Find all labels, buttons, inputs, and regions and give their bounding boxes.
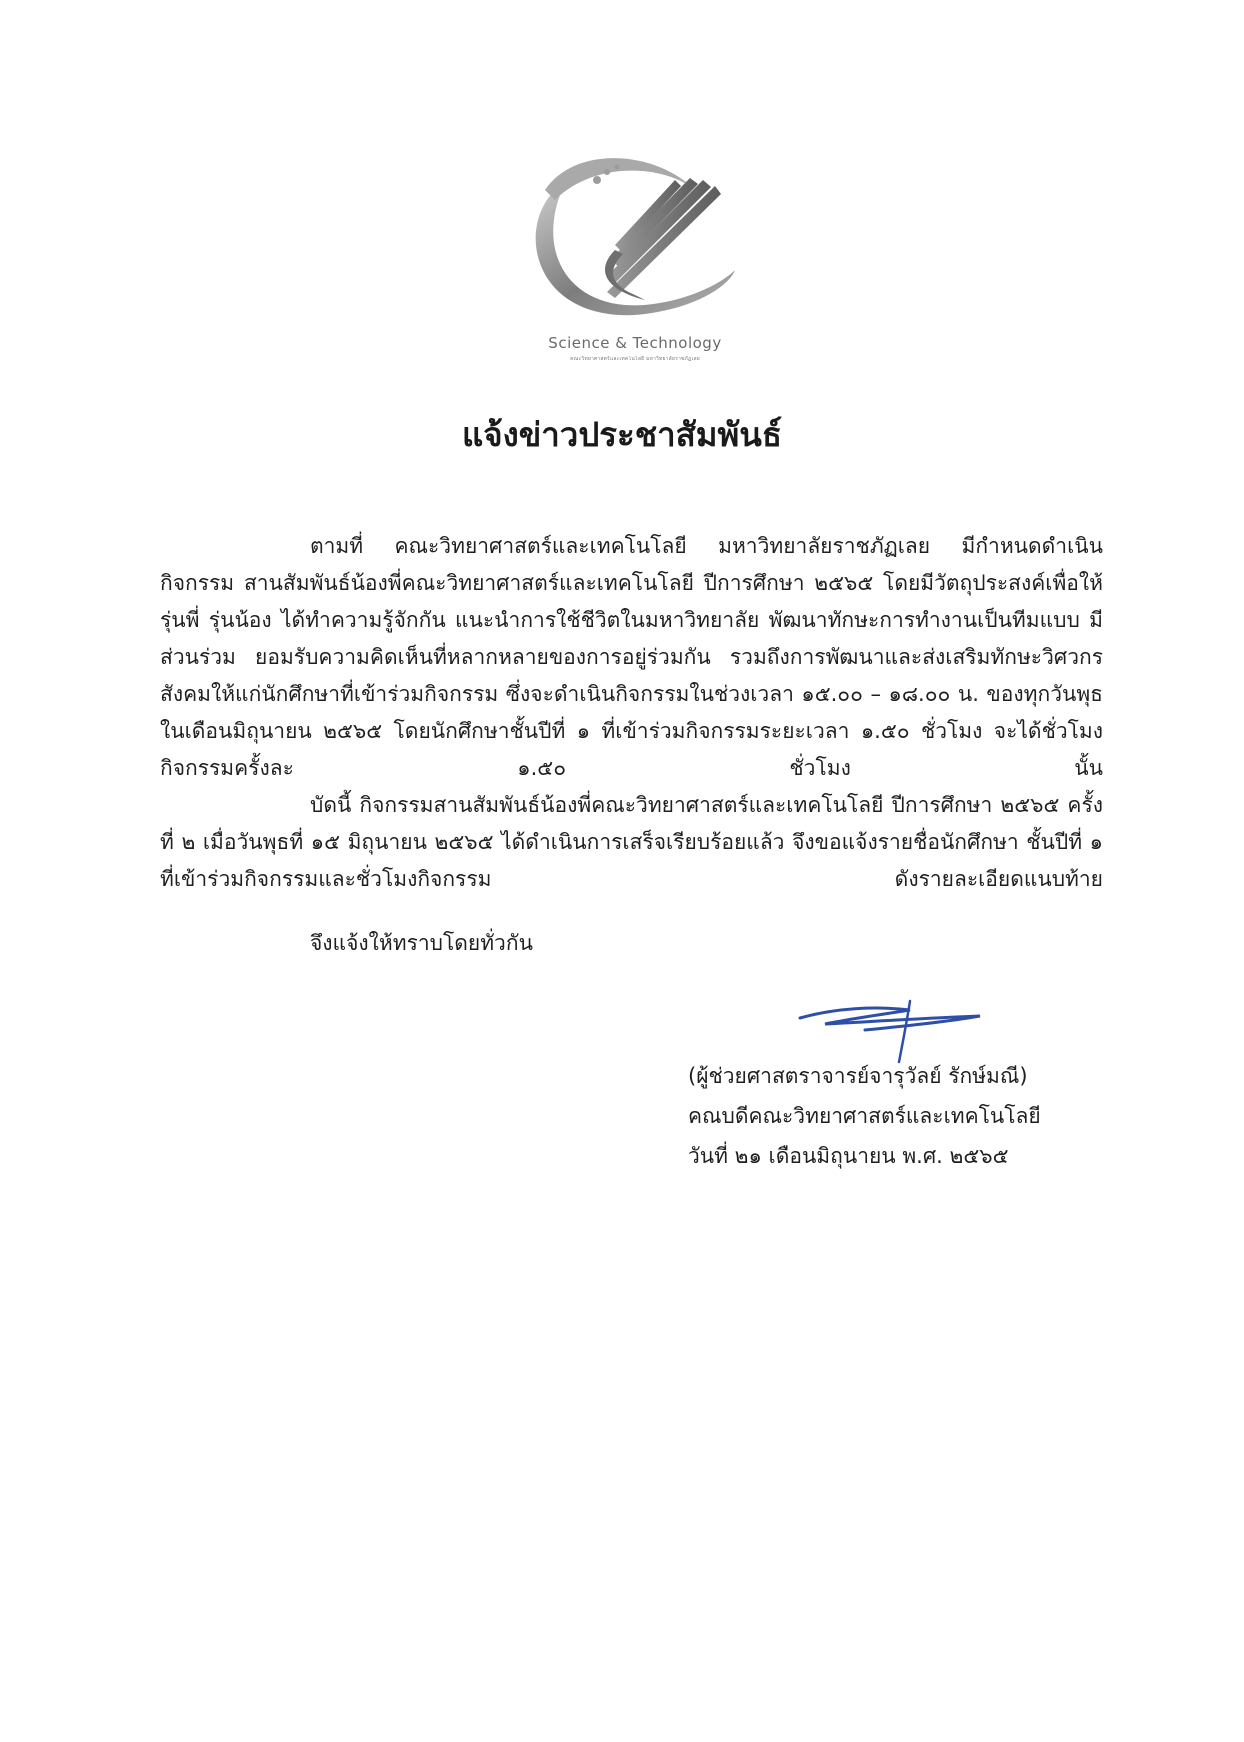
signer-position: คณบดีคณะวิทยาศาสตร์และเทคโนโลยี bbox=[688, 1104, 1041, 1128]
signer-date: วันที่ ๒๑ เดือนมิถุนายน พ.ศ. ๒๕๖๕ bbox=[688, 1144, 1009, 1168]
closing-statement: จึงแจ้งให้ทราบโดยทั่วกัน bbox=[310, 931, 533, 955]
signer-block bbox=[688, 1056, 1041, 1176]
paragraph-1: ตามที่ คณะวิทยาศาสตร์และเทคโนโลยี มหาวิทยาลัยราชภัฏเลย มีกำหนดดำเนินกิจกรรม สานสัมพันธ์น้องพี่คณะวิทยาศาสตร์และเทคโนโลยี ปีการศึกษา ๒๕๖๕ โดยมีวัตถุประสงค์เพื่อให้รุ่นพี่ รุ่นน้อง ได้ทำความรู้จักกัน แนะนำการใช้ชีวิตในมหาวิทยาลัย พัฒนาทักษะการทำงานเป็นทีมแบบ มีส่วนร่วม ยอมรับความคิดเห็นที่หลากหลายของการอยู่ร่วมกัน รวมถึงการพัฒนาและส่งเสริมทักษะวิศวกร สังคมให้แก่นักศึกษาที่เข้าร่วมกิจกรรม ซึ่งจะดำเนินกิจกรรมในช่วงเวลา ๑๕.๐๐ – ๑๘.๐๐ น. ของทุกวันพุธ ในเดือนมิถุนายน ๒๕๖๕ โดยนักศึกษาชั้นปีที่ ๑ ที่เข้าร่วมกิจกรรมระยะเวลา ๑.๕๐ ชั่วโมง จะได้ชั่วโมง กิจกรรมครั้งละ ๑.๕๐ ชั่วโมง นั้น bbox=[160, 534, 1103, 780]
logo-subline: คณะวิทยาศาสตร์และเทคโนโลยี มหาวิทยาลัยราชภัฏเลย bbox=[570, 356, 700, 362]
announcement-body bbox=[160, 528, 1103, 898]
signer-name: (ผู้ช่วยศาสตราจารย์จารุวัลย์ รักษ์มณี) bbox=[688, 1064, 1028, 1088]
paragraph-2: บัดนี้ กิจกรรมสานสัมพันธ์น้องพี่คณะวิทยาศาสตร์และเทคโนโลยี ปีการศึกษา ๒๕๖๕ ครั้งที่ ๒ เมื่อวันพุธที่ ๑๕ มิถุนายน ๒๕๖๕ ได้ดำเนินการเสร็จเรียบร้อยแล้ว จึงขอแจ้งรายชื่อนักศึกษา ชั้นปีที่ ๑ ที่เข้าร่วมกิจกรรมและชั่วโมงกิจกรรม ดังรายละเอียดแนบท้าย bbox=[160, 793, 1103, 891]
page-title: แจ้งข่าวประชาสัมพันธ์ bbox=[461, 415, 782, 454]
logo-wordmark: Science & Technology bbox=[548, 334, 722, 352]
